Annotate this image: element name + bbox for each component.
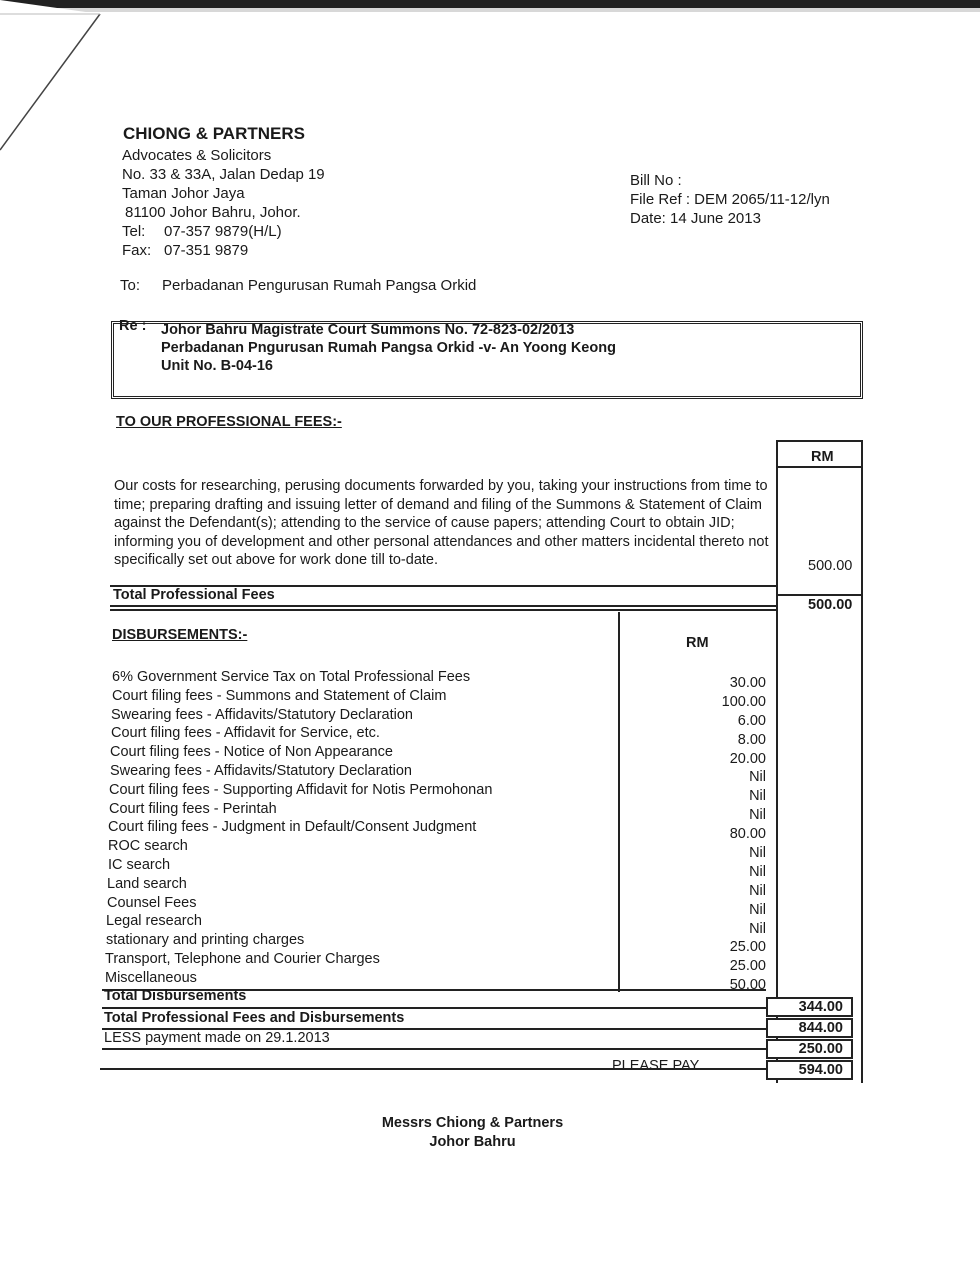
firm-address-line-3: 81100 Johor Bahru, Johor. xyxy=(125,204,301,221)
total-professional-fees-amount: 500.00 xyxy=(808,597,853,613)
disbursement-item: Court filing fees - Perintah xyxy=(109,800,277,817)
signature-firm: Messrs Chiong & Partners xyxy=(381,1115,564,1131)
fax-number: 07-351 9879 xyxy=(164,242,249,259)
bill-number: Bill No : xyxy=(630,172,682,189)
fax-label: Fax: xyxy=(122,242,152,259)
disbursement-item: IC search xyxy=(108,856,171,873)
disbursement-item: Court filing fees - Supporting Affidavit for Notis Permohonan xyxy=(109,781,493,798)
professional-fees-title: TO OUR PROFESSIONAL FEES:- xyxy=(116,414,342,430)
firm-address-line-2: Taman Johor Jaya xyxy=(122,185,245,202)
disbursement-labels xyxy=(104,668,524,988)
recipient-name: Perbadanan Pengurusan Rumah Pangsa Orkid xyxy=(162,277,477,294)
fax-row xyxy=(122,241,325,260)
reference-line-3: Unit No. B-04-16 xyxy=(161,358,273,374)
disbursements-title: DISBURSEMENTS:- xyxy=(112,627,248,643)
rm-column-header-rule xyxy=(778,466,861,468)
rule-above-total-fees-disbursements xyxy=(102,1007,766,1009)
total-fees-disbursements-amount: 844.00 xyxy=(766,1018,853,1038)
reference-label: Re : xyxy=(119,318,147,334)
scan-paper-edge xyxy=(0,8,980,12)
disbursement-amount: Nil xyxy=(749,863,766,880)
bill-date: Date: 14 June 2013 xyxy=(630,210,761,227)
please-pay-label: PLEASE PAY xyxy=(612,1058,700,1074)
firm-address-block xyxy=(122,146,325,260)
tel-row xyxy=(122,222,325,241)
disbursement-item: Counsel Fees xyxy=(107,894,197,911)
disbursement-amount: 20.00 xyxy=(729,750,766,767)
disbursement-amount: 25.00 xyxy=(729,939,766,956)
disbursement-amount: 100.00 xyxy=(721,693,766,710)
total-professional-fees-label: Total Professional Fees xyxy=(113,587,275,603)
fees-description: Our costs for researching, perusing documents forwarded by you, taking your instructions from time to time; preparing drafting and issuing letter of demand and filing of the Summons & Statement of Claim against the Defendant(s); attending to the service of cause papers; attending Court to obtain JID; informing you of development and other personal attendances and other matters incidental thereto not specifically set out above for work done till to-date. xyxy=(114,478,769,569)
disbursement-amount: Nil xyxy=(749,901,766,918)
please-pay-amount: 594.00 xyxy=(766,1060,853,1080)
rm-column-header: RM xyxy=(811,449,834,465)
rule-please-pay xyxy=(100,1068,766,1070)
disbursement-item: stationary and printing charges xyxy=(106,932,305,949)
rule-below-total-fees-double xyxy=(110,609,776,611)
disbursement-item: Legal research xyxy=(106,913,202,930)
tel-number: 07-357 9879(H/L) xyxy=(164,223,282,240)
disbursement-item: Land search xyxy=(107,875,187,892)
rule-below-total-fees xyxy=(110,605,776,607)
disbursement-item: 6% Government Service Tax on Total Professional Fees xyxy=(112,669,471,685)
folded-corner xyxy=(0,0,110,170)
disbursement-amounts xyxy=(660,674,766,995)
total-disbursements-label: Total Disbursements xyxy=(104,988,247,1004)
firm-address-line-1: No. 33 & 33A, Jalan Dedap 19 xyxy=(122,166,325,183)
tel-label: Tel: xyxy=(122,223,146,240)
disbursements-rm-header: RM xyxy=(686,635,709,651)
firm-name: CHIONG & PARTNERS xyxy=(123,124,305,143)
disbursement-amount: Nil xyxy=(749,920,766,937)
disbursement-item: Miscellaneous xyxy=(105,969,197,986)
disbursement-amount: 8.00 xyxy=(737,731,766,748)
disbursement-item: Swearing fees - Affidavits/Statutory Declaration xyxy=(110,762,412,779)
reference-text xyxy=(161,321,616,375)
disbursement-item: Court filing fees - Affidavit for Service, etc. xyxy=(111,725,380,742)
disbursement-amount: 50.00 xyxy=(729,977,766,994)
disbursement-amount: 6.00 xyxy=(737,712,766,729)
bill-info-block xyxy=(630,171,830,228)
rule-above-please-pay xyxy=(102,1048,766,1050)
disbursement-item: Swearing fees - Affidavits/Statutory Declaration xyxy=(111,706,413,723)
scan-top-edge xyxy=(0,0,980,8)
recipient-line xyxy=(120,277,476,294)
recipient-label: To: xyxy=(120,277,141,294)
disbursement-amount: Nil xyxy=(749,845,766,862)
file-reference: File Ref : DEM 2065/11-12/lyn xyxy=(630,191,830,208)
total-fees-disbursements-label: Total Professional Fees and Disbursements xyxy=(104,1010,405,1026)
fees-amount: 500.00 xyxy=(808,558,853,574)
disbursement-item: Court filing fees - Judgment in Default/Consent Judgment xyxy=(108,819,477,836)
rule-total-fees-box xyxy=(776,594,863,596)
signature-location: Johor Bahru xyxy=(429,1134,516,1150)
total-disbursements-amount: 344.00 xyxy=(766,997,853,1017)
disbursement-amount: Nil xyxy=(749,807,766,824)
disbursement-item: ROC search xyxy=(108,838,188,855)
less-payment-amount: 250.00 xyxy=(766,1039,853,1059)
disbursement-amount: Nil xyxy=(749,882,766,899)
disbursement-amount: Nil xyxy=(749,769,766,786)
disbursement-item: Court filing fees - Notice of Non Appearance xyxy=(110,744,393,761)
less-payment-label: LESS payment made on 29.1.2013 xyxy=(104,1030,330,1046)
firm-subtitle: Advocates & Solicitors xyxy=(122,147,272,164)
reference-line-2: Perbadanan Pngurusan Rumah Pangsa Orkid -v- An Yoong Keong xyxy=(161,340,616,356)
disbursement-item: Transport, Telephone and Courier Charges xyxy=(105,950,380,967)
disbursement-amount: 25.00 xyxy=(729,958,766,975)
rm-column-frame xyxy=(776,440,863,1083)
disbursement-item: Court filing fees - Summons and Statement of Claim xyxy=(112,687,447,704)
disbursement-amount: Nil xyxy=(749,788,766,805)
disbursement-amount: 30.00 xyxy=(729,675,766,691)
reference-line-1: Johor Bahru Magistrate Court Summons No. 72-823-02/2013 xyxy=(161,322,575,338)
disbursement-amount: 80.00 xyxy=(729,826,766,843)
